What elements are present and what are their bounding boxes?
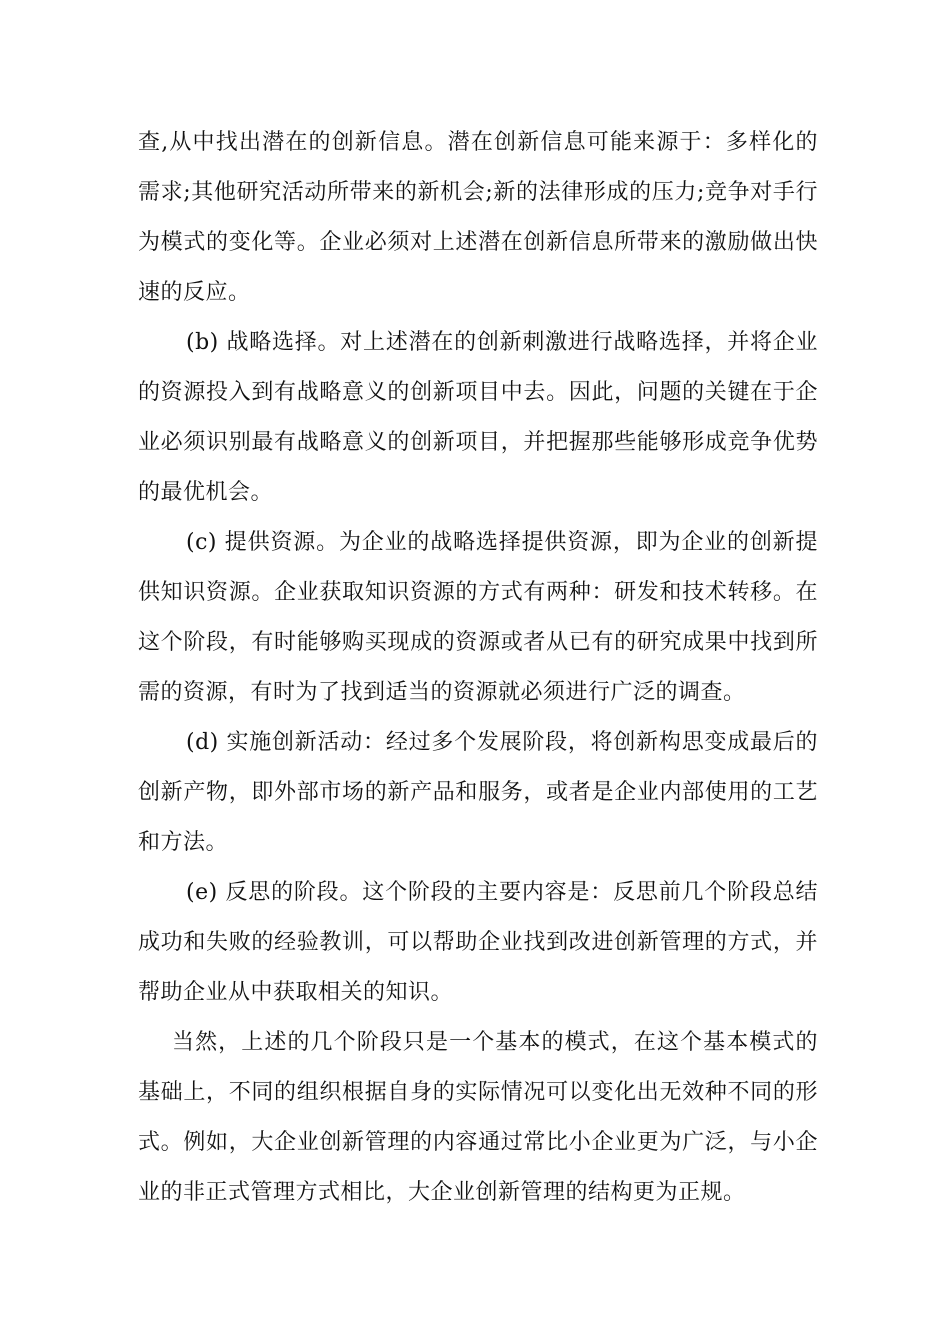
paragraph-item-c: (c) 提供资源。为企业的战略选择提供资源，即为企业的创新提供知识资源。企业获取知识资源的方式有两种：研发和技术转移。在这个阶段，有时能够购买现成的资源或者从已有的研究成果中找到所需的资源，有时为了找到适当的资源就必须进行广泛的调查。 — [138, 530, 818, 705]
paragraph-item-d: (d) 实施创新活动：经过多个发展阶段，将创新构思变成最后的创新产物，即外部市场的新产品和服务，或者是企业内部使用的工艺和方法。 — [138, 730, 818, 855]
paragraph-item-e: (e) 反思的阶段。这个阶段的主要内容是：反思前几个阶段总结成功和失败的经验教训，可以帮助企业找到改进创新管理的方式，并帮助企业从中获取相关的知识。 — [138, 880, 818, 1005]
paragraph-conclusion: 当然，上述的几个阶段只是一个基本的模式，在这个基本模式的基础上，不同的组织根据自身的实际情况可以变化出无效种不同的形式。例如，大企业创新管理的内容通过常比小企业更为广泛，与小企业的非正式管理方式相比，大企业创新管理的结构更为正规。 — [138, 1030, 818, 1205]
paragraph-item-b: (b) 战略选择。对上述潜在的创新刺激进行战略选择，并将企业的资源投入到有战略意义的创新项目中去。因此，问题的关键在于企业必须识别最有战略意义的创新项目，并把握那些能够形成竞争优势的最优机会。 — [138, 330, 818, 505]
document-body — [138, 118, 818, 1218]
paragraph-continuation: 查,从中找出潜在的创新信息。潜在创新信息可能来源于：多样化的需求;其他研究活动所带来的新机会;新的法律形成的压力;竞争对手行为模式的变化等。企业必须对上述潜在创新信息所带来的激励做出快速的反应。 — [138, 130, 818, 305]
